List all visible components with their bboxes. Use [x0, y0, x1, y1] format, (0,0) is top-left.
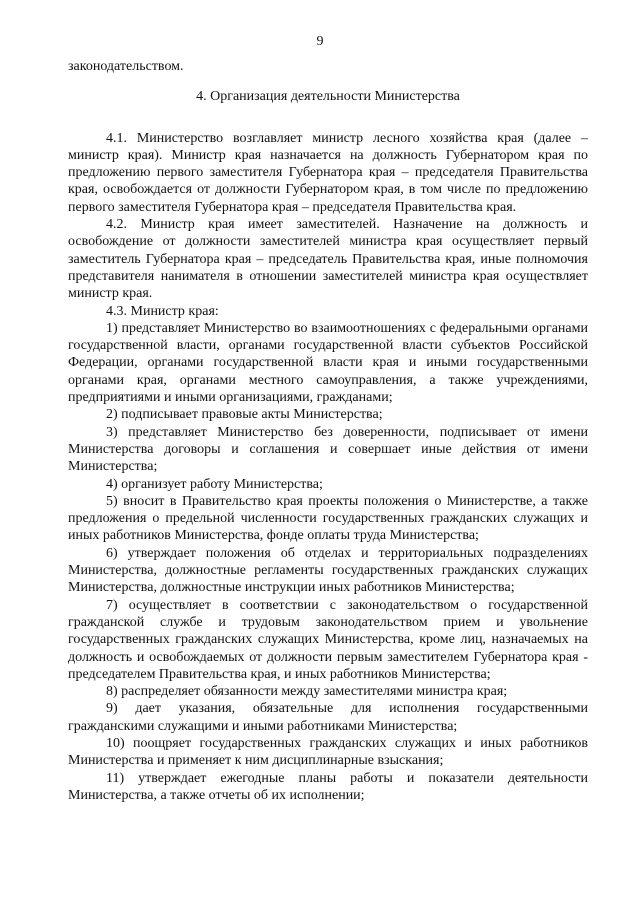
paragraph-4-1: 4.1. Министерство возглавляет министр лесного хозяйства края (далее – министр края). Министр края назначается на должность Губернатором края по предложению первого заместителя Губернатора края – председателя Правительства края, освобождается от должности Губернатором края, в том числе по предложению первого заместителя Губернатора края – председателя Правительства края. [68, 130, 588, 215]
page-number: 9 [316, 34, 324, 49]
list-item-8: 8) распределяет обязанности между заместителями министра края; [106, 684, 508, 700]
list-item-6: 6) утверждает положения об отделах и территориальных подразделениях Министерства, должностные регламенты государственных гражданских служащих Министерства, должностные инструкции иных работников Министерства; [68, 545, 588, 596]
list-item-9: 9) дает указания, обязательные для исполнения государственными гражданскими служащими и иными работниками Министерства; [68, 701, 588, 734]
continuation-text: законодательством. [68, 59, 184, 74]
list-item-11: 11) утверждает ежегодные планы работы и показатели деятельности Министерства, а также отчеты об их исполнении; [68, 770, 588, 803]
document-body [68, 58, 588, 804]
list-item-4: 4) организует работу Министерства; [106, 476, 323, 492]
section-heading: 4. Организация деятельности Министерства [196, 89, 460, 105]
heading-spacer [68, 118, 588, 130]
paragraph-4-3: 4.3. Министр края: [106, 303, 219, 319]
list-item-1: 1) представляет Министерство во взаимоотношениях с федеральными органами государственной власти, органами государственной власти субъектов Российской Федерации, органами государственной власти края и иными государственными органами края, органами местного самоуправления, а также учреждениями, предприятиями и иными организациями, гражданами; [68, 320, 588, 406]
list-item-7: 7) осуществляет в соответствии с законодательством о государственной гражданской службе и трудовым законодательством прием и увольнение государственных гражданских служащих Министерства, кроме лиц, назначаемых на должность и освобождаемых от должности первым заместителем Губернатора края - председателем Правительства края, и иных работников Министерства; [68, 597, 588, 682]
list-item-5: 5) вносит в Правительство края проекты положения о Министерстве, а также предложения о предельной численности государственных гражданских служащих и иных работников Министерства, фонде оплаты труда Министерства; [68, 493, 588, 544]
list-item-3: 3) представляет Министерство без доверенности, подписывает от имени Министерства договоры и соглашения и совершает иные действия от имени Министерства; [68, 424, 588, 475]
paragraph-4-2: 4.2. Министр края имеет заместителей. Назначение на должность и освобождение от должности заместителей министра края осуществляет первый заместитель Губернатора края – председатель Правительства края, иные полномочия представителя нанимателя в отношении заместителей министра края осуществляет министр края. [68, 217, 588, 302]
list-item-10: 10) поощряет государственных гражданских служащих и иных работников Министерства и применяет к ним дисциплинарные взыскания; [68, 735, 588, 769]
list-item-2: 2) подписывает правовые акты Министерства; [106, 407, 383, 423]
